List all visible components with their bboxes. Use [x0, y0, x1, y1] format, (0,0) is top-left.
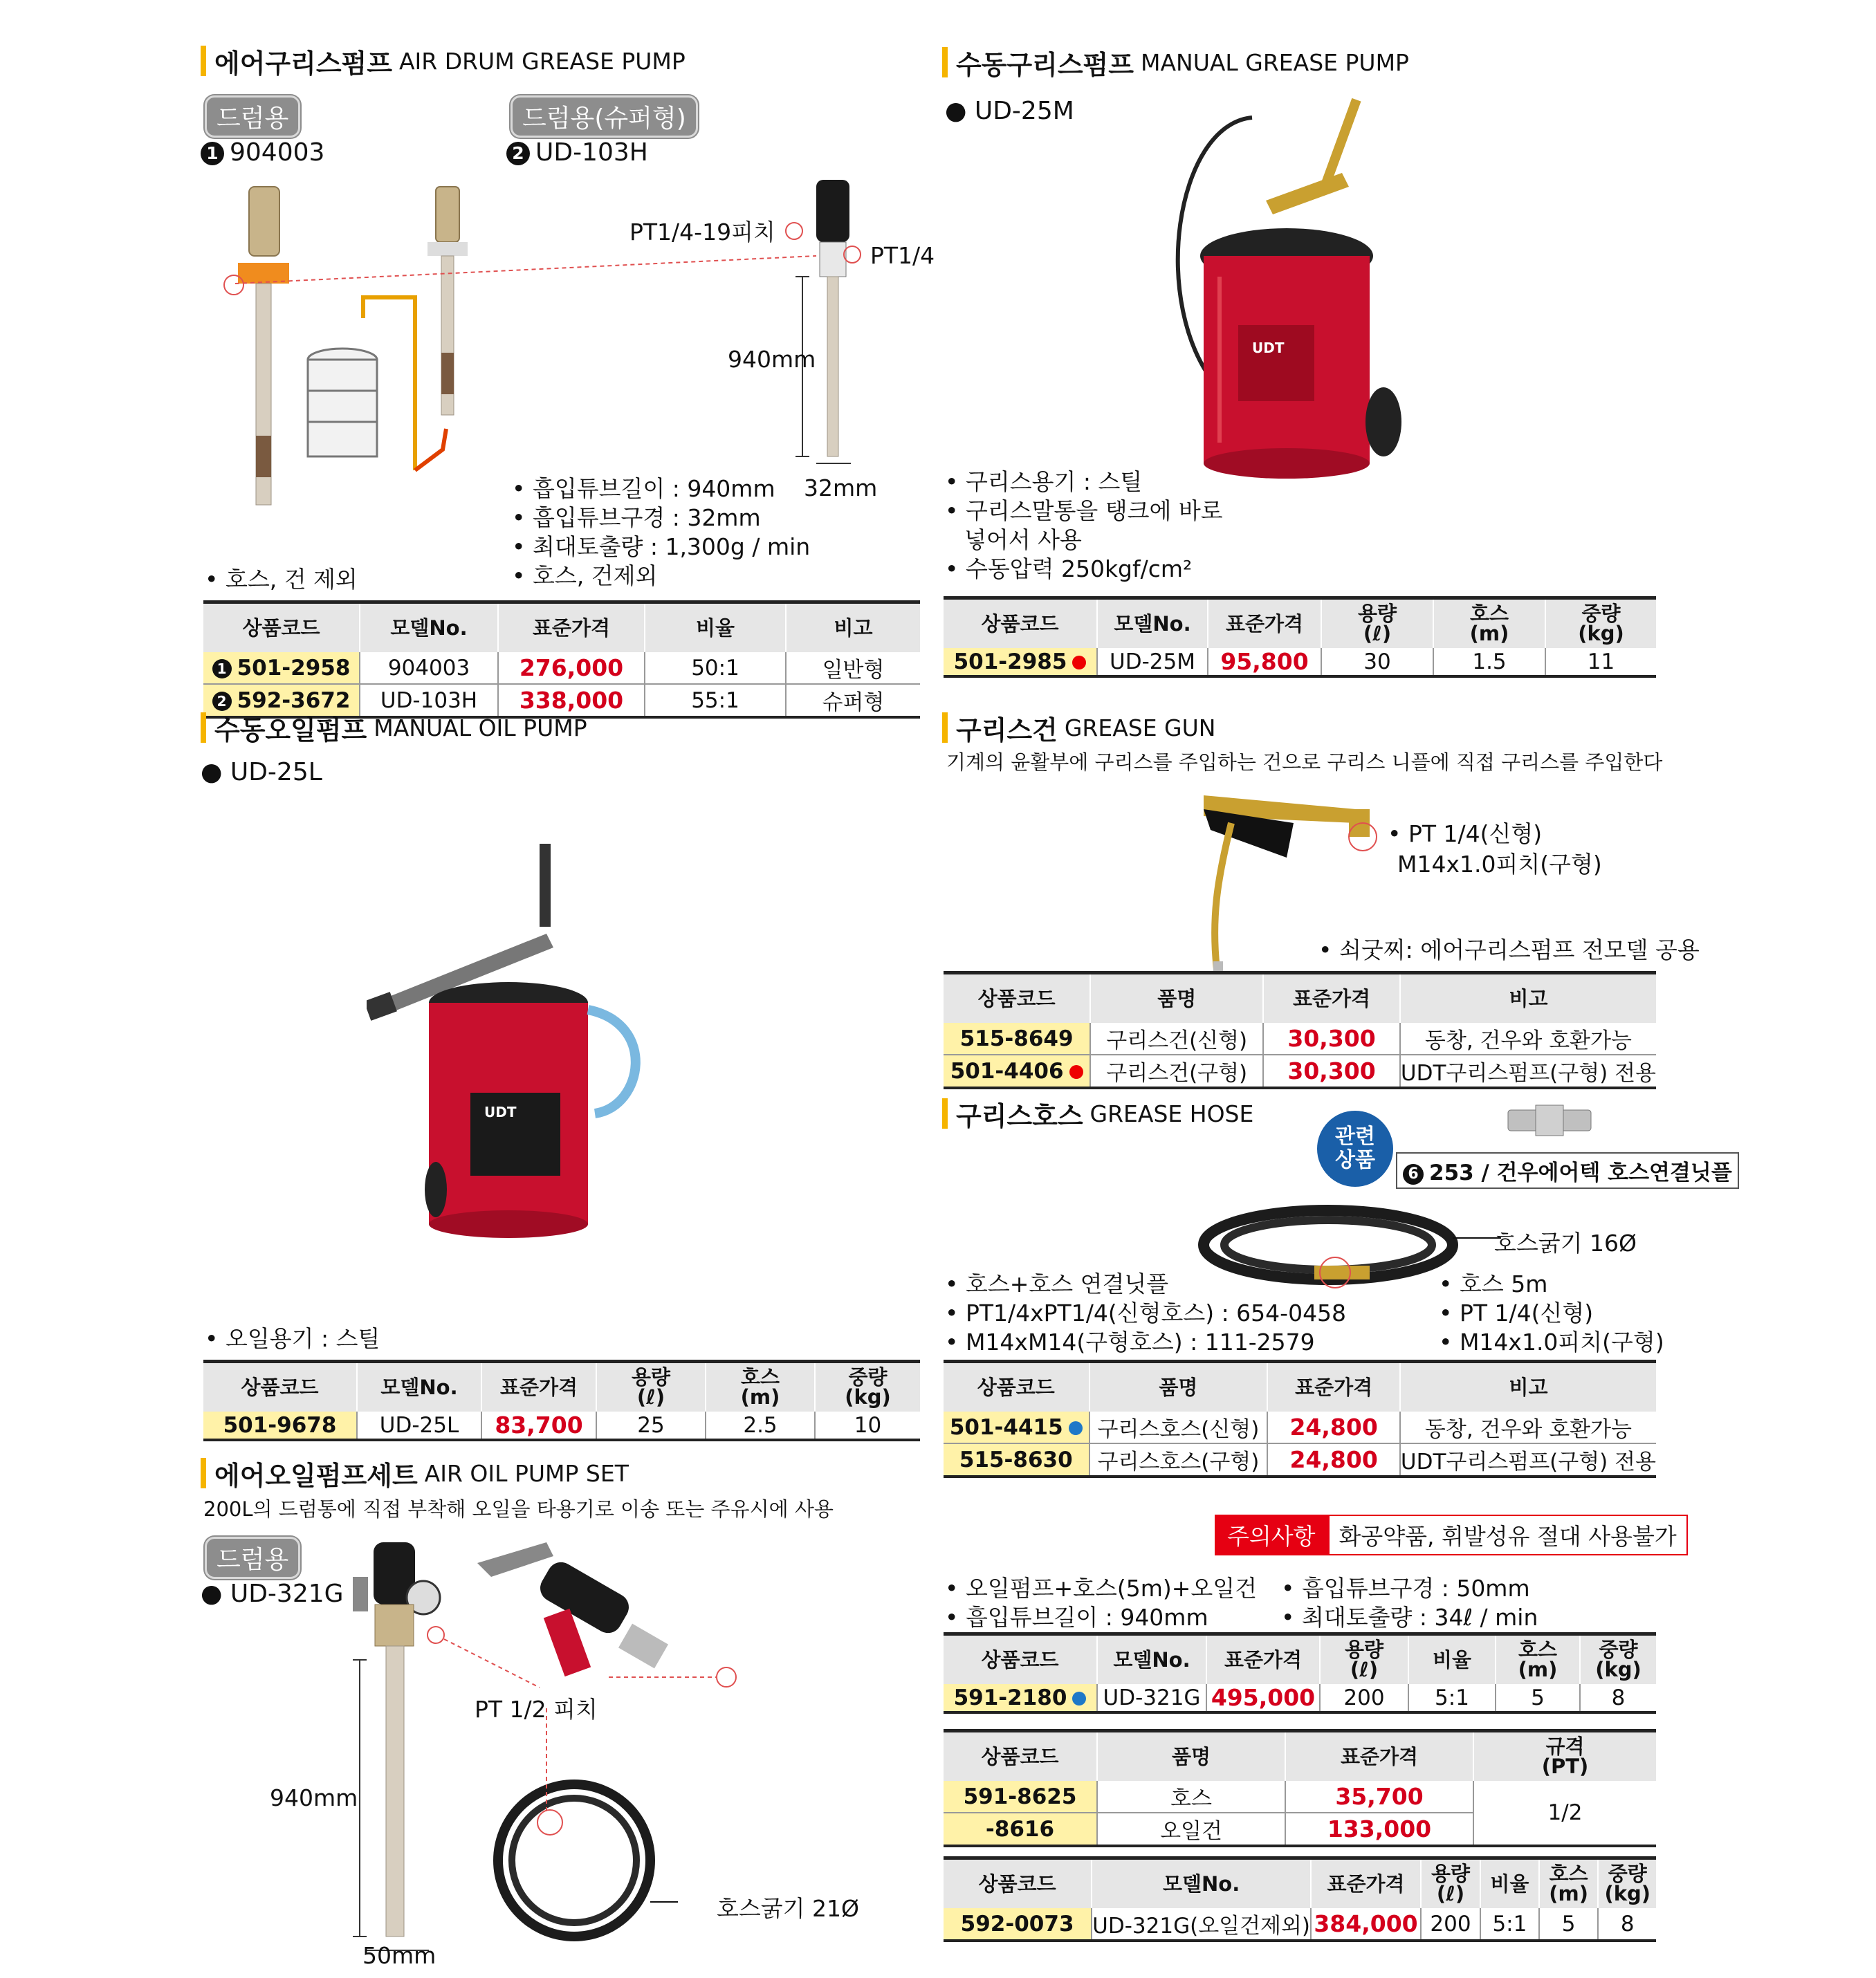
model-cell: 904003 — [360, 652, 498, 684]
name-cell: 호스 — [1097, 1781, 1285, 1813]
header-cell: 용량 (ℓ) — [596, 1362, 706, 1412]
table-row — [203, 1412, 920, 1440]
ratio-cell: 5:1 — [1408, 1684, 1496, 1712]
label-diameter: 50mm — [362, 1942, 436, 1969]
table-row — [944, 1023, 1656, 1055]
title-bar — [201, 1458, 206, 1488]
header-cell: 상품코드 — [203, 602, 360, 653]
air-oil-specs-right — [1281, 1574, 1538, 1632]
num-2-icon: 2 — [506, 142, 530, 165]
num-6-icon: 6 — [1403, 1164, 1424, 1185]
header-cell: 중량 (kg) — [1545, 598, 1656, 649]
header-cell: 품명 — [1089, 1362, 1268, 1412]
header-cell: 상품코드 — [944, 1731, 1097, 1782]
spec-line: • PT1/4xPT1/4(신형호스) : 654-0458 — [945, 1300, 1347, 1327]
price-cell: 24,800 — [1267, 1412, 1400, 1443]
code-text: 501-4406 — [950, 1058, 1064, 1084]
title-kr: 구리스건 — [956, 714, 1058, 746]
spec-line: • M14x1.0피치(구형) — [1439, 1329, 1664, 1356]
spec-line: • 오일펌프+호스(5m)+오일건 — [945, 1575, 1258, 1602]
header-cell: 규격 (PT) — [1473, 1731, 1656, 1782]
name-cell: 구리스건(신형) — [1090, 1023, 1263, 1055]
title-kr: 수동오일펌프 — [214, 714, 367, 746]
spec-line: 넣어서 사용 — [964, 526, 1082, 553]
title-kr: 구리스호스 — [956, 1100, 1083, 1131]
price-cell: 35,700 — [1285, 1781, 1473, 1813]
header-cell: 표준가격 — [498, 602, 645, 653]
header-cell: 용량 (ℓ) — [1421, 1858, 1480, 1909]
header-cell: 비율 — [1480, 1858, 1539, 1909]
model-cell: UD-25L — [357, 1412, 481, 1440]
table-row — [944, 1412, 1656, 1443]
header-cell: 모델No. — [360, 602, 498, 653]
header-cell: 상품코드 — [944, 598, 1097, 649]
air-oil-table-1 — [944, 1632, 1656, 1714]
header-cell: 중량 (kg) — [1580, 1634, 1656, 1685]
label-length: 940mm — [270, 1784, 358, 1811]
blue-dot-icon — [1072, 1692, 1086, 1706]
section-title-air-drum — [201, 44, 686, 77]
spec-line: • 구리스말통을 탱크에 바로 — [945, 497, 1223, 524]
related-text: 253 / 건우에어텍 호스연결닛플 — [1429, 1161, 1732, 1185]
spec-line: • 호스 5m — [1439, 1270, 1548, 1297]
ratio-cell: 5:1 — [1480, 1908, 1539, 1941]
code-cell — [944, 1412, 1089, 1443]
spec-line: • 최대토출량 : 34ℓ / min — [1281, 1604, 1538, 1631]
model-cell: UD-25M — [1097, 648, 1208, 676]
weight-cell: 10 — [815, 1412, 920, 1440]
section-title-grease-gun — [942, 711, 1215, 744]
header-cell: 용량 (ℓ) — [1321, 598, 1433, 649]
grease-hose-left-specs — [945, 1270, 1346, 1357]
note-cell: UDT구리스펌프(구형) 전용 — [1400, 1443, 1656, 1477]
spec-cell: 1/2 — [1473, 1781, 1656, 1846]
code-cell — [944, 1684, 1097, 1712]
air-oil-table-2 — [944, 1729, 1656, 1847]
note-cell: 일반형 — [786, 652, 920, 684]
code-cell — [203, 652, 360, 684]
udt-logo: UDT — [1252, 340, 1285, 356]
ratio-cell: 55:1 — [645, 684, 786, 717]
spec-line: • 구리스용기 : 스틸 — [945, 468, 1143, 495]
table-row — [944, 648, 1656, 676]
oil-container-spec: • 오일용기 : 스틸 — [205, 1325, 380, 1352]
capacity-cell: 30 — [1321, 648, 1433, 676]
note-cell: 동창, 건우와 호환가능 — [1400, 1023, 1656, 1055]
related-product-badge: 관련 상품 — [1317, 1111, 1393, 1187]
blue-dot-icon — [1069, 1421, 1083, 1435]
title-en: GREASE HOSE — [1089, 1100, 1254, 1127]
header-cell: 용량 (ℓ) — [1320, 1634, 1408, 1685]
code-text: 501-2958 — [237, 655, 351, 681]
code-cell: -8616 — [944, 1813, 1097, 1846]
header-cell: 상품코드 — [944, 1362, 1089, 1412]
price-cell: 338,000 — [498, 684, 645, 717]
notice-text: 화공약품, 휘발성유 절대 사용불가 — [1328, 1515, 1688, 1555]
header-cell: 호스 (m) — [1539, 1858, 1599, 1909]
header-cell: 모델No. — [1097, 1634, 1206, 1685]
header-cell: 표준가격 — [481, 1362, 596, 1412]
code-cell — [944, 1055, 1090, 1088]
section-title-grease-hose — [942, 1097, 1253, 1130]
price-cell: 384,000 — [1311, 1908, 1421, 1941]
weight-cell: 8 — [1580, 1684, 1656, 1712]
title-bar — [942, 1098, 948, 1129]
header-cell: 표준가격 — [1285, 1731, 1473, 1782]
hose-cell: 2.5 — [706, 1412, 815, 1440]
notice-label: 주의사항 — [1215, 1515, 1328, 1555]
header-cell: 상품코드 — [203, 1362, 357, 1412]
spec-line: • 호스, 건제외 — [512, 562, 658, 589]
header-cell: 품명 — [1090, 973, 1263, 1024]
header-cell: 중량 (kg) — [1598, 1858, 1656, 1909]
price-cell: 95,800 — [1208, 648, 1321, 676]
spec-line: • 흡입튜브길이 : 940mm — [512, 475, 775, 502]
spec-line: • 최대토출량 : 1,300g / min — [512, 533, 811, 560]
manual-grease-specs — [945, 468, 1223, 584]
label-pt-half: PT 1/2 피치 — [475, 1696, 598, 1723]
section-title-manual-grease — [942, 46, 1409, 79]
note-cell: 슈퍼형 — [786, 684, 920, 717]
section-title-manual-oil — [201, 711, 587, 744]
tag-drum-super: 드럼용(슈퍼형) — [511, 95, 698, 138]
header-cell: 표준가격 — [1263, 973, 1400, 1024]
price-cell: 24,800 — [1267, 1443, 1400, 1477]
section-title-air-oil — [201, 1457, 629, 1490]
header-cell: 호스 (m) — [1433, 598, 1545, 649]
code-cell: 592-0073 — [944, 1908, 1092, 1941]
title-bar — [201, 46, 206, 76]
title-en: MANUAL OIL PUMP — [374, 714, 587, 741]
grease-hose-right-specs — [1439, 1270, 1664, 1357]
notice-box — [1215, 1515, 1688, 1555]
ratio-cell: 50:1 — [645, 652, 786, 684]
header-cell: 호스 (m) — [706, 1362, 815, 1412]
air-oil-specs-left — [945, 1574, 1257, 1632]
label-hose-dia: 호스굵기 21Ø — [717, 1895, 859, 1922]
air-oil-desc: 200L의 드럼통에 직접 부착해 오일을 타용기로 이송 또는 주유시에 사용 — [203, 1497, 834, 1521]
header-cell: 모델No. — [1092, 1858, 1311, 1909]
name-cell: 구리스호스(구형) — [1089, 1443, 1268, 1477]
red-dot-icon — [1072, 656, 1086, 669]
title-bar — [942, 712, 948, 743]
header-cell: 모델No. — [357, 1362, 481, 1412]
code-text: 501-4415 — [949, 1414, 1063, 1440]
spec-line: • PT 1/4(신형) — [1388, 820, 1543, 847]
price-cell: 276,000 — [498, 652, 645, 684]
table-row — [944, 1684, 1656, 1712]
spec-line: • M14xM14(구형호스) : 111-2579 — [945, 1329, 1315, 1356]
grease-gun-desc: 기계의 윤활부에 구리스를 주입하는 건으로 구리스 니플에 직접 구리스를 주입한다 — [946, 750, 1663, 774]
weight-cell: 8 — [1598, 1908, 1656, 1941]
header-cell: 호스 (m) — [1496, 1634, 1580, 1685]
spec-line: • 흡입튜브구경 : 50mm — [1281, 1575, 1530, 1602]
num-1-icon: 1 — [201, 142, 224, 165]
hose-cell: 5 — [1496, 1684, 1580, 1712]
price-cell: 133,000 — [1285, 1813, 1473, 1846]
spec-line: • 흡입튜브길이 : 940mm — [945, 1604, 1208, 1631]
model-ud25m: ● UD-25M — [945, 97, 1074, 125]
manual-grease-table — [944, 596, 1656, 678]
title-en: AIR DRUM GREASE PUMP — [398, 47, 686, 75]
related-product-box[interactable] — [1396, 1152, 1739, 1189]
title-bar — [201, 712, 206, 743]
udt-logo: UDT — [484, 1104, 517, 1120]
title-en: GREASE GUN — [1064, 714, 1216, 741]
table-row — [203, 652, 920, 684]
label-diameter: 32mm — [804, 474, 878, 501]
name-cell: 구리스호스(신형) — [1089, 1412, 1268, 1443]
model-ud321g: ● UD-321G — [201, 1580, 344, 1608]
price-cell: 83,700 — [481, 1412, 596, 1440]
title-en: AIR OIL PUMP SET — [424, 1459, 629, 1487]
manual-grease-pump-image — [1162, 97, 1425, 484]
model-label: UD-103H — [535, 138, 648, 167]
header-cell: 표준가격 — [1311, 1858, 1421, 1909]
header-cell: 표준가격 — [1208, 598, 1321, 649]
tag-drum: 드럼용 — [205, 95, 300, 138]
capacity-cell: 200 — [1320, 1684, 1408, 1712]
table-row — [944, 1908, 1656, 1941]
header-cell: 표준가격 — [1206, 1634, 1320, 1685]
code-text: 592-3672 — [237, 687, 351, 713]
header-cell: 상품코드 — [944, 1858, 1092, 1909]
title-kr: 수동구리스펌프 — [956, 49, 1134, 80]
label-pitch: PT1/4-19피치 — [629, 219, 775, 246]
air-oil-pump-image — [332, 1535, 761, 1964]
model-ud25l: ● UD-25L — [201, 758, 322, 786]
air-drum-pump-image — [208, 173, 968, 519]
label-length: 940mm — [728, 346, 816, 373]
grease-gun-specs — [1388, 819, 1602, 880]
spec-line: • PT 1/4(신형) — [1439, 1300, 1594, 1327]
air-drum-specs — [512, 474, 810, 591]
spec-line: • 흡입튜브구경 : 32mm — [512, 504, 761, 531]
header-cell: 중량 (kg) — [815, 1362, 920, 1412]
title-kr: 에어구리스펌프 — [214, 48, 392, 79]
note-hose-gun: • 호스, 건 제외 — [205, 566, 358, 593]
name-cell: 구리스건(구형) — [1090, 1055, 1263, 1088]
header-cell: 비고 — [1400, 1362, 1656, 1412]
weight-cell: 11 — [1545, 648, 1656, 676]
price-cell: 30,300 — [1263, 1055, 1400, 1088]
tag-drum: 드럼용 — [205, 1537, 300, 1579]
header-cell: 표준가격 — [1267, 1362, 1400, 1412]
spec-line: M14x1.0피치(구형) — [1397, 851, 1602, 878]
table-row — [944, 1443, 1656, 1477]
code-cell: 515-8649 — [944, 1023, 1090, 1055]
header-cell: 비율 — [645, 602, 786, 653]
code-text: 501-2985 — [953, 649, 1067, 674]
price-cell: 30,300 — [1263, 1023, 1400, 1055]
header-cell: 비고 — [1400, 973, 1656, 1024]
header-cell: 상품코드 — [944, 1634, 1097, 1685]
header-cell: 상품코드 — [944, 973, 1090, 1024]
title-kr: 에어오일펌프세트 — [214, 1460, 418, 1491]
red-dot-icon — [1069, 1065, 1083, 1079]
code-cell — [944, 648, 1097, 676]
label-hose-dia: 호스굵기 16Ø — [1494, 1230, 1637, 1257]
code-cell: 515-8630 — [944, 1443, 1089, 1477]
grease-gun-note: • 쇠굿찌: 에어구리스펌프 전모델 공용 — [1318, 936, 1700, 963]
title-en: MANUAL GREASE PUMP — [1140, 48, 1409, 76]
note-cell: 동창, 건우와 호환가능 — [1400, 1412, 1656, 1443]
grease-gun-table — [944, 971, 1656, 1089]
model-ud103h — [506, 138, 648, 167]
grease-hose-table — [944, 1360, 1656, 1478]
note-cell: UDT구리스펌프(구형) 전용 — [1400, 1055, 1656, 1088]
air-oil-table-3 — [944, 1856, 1656, 1942]
header-cell: 비율 — [1408, 1634, 1496, 1685]
title-bar — [942, 47, 948, 77]
spec-line: • 수동압력 250kgf/cm² — [945, 555, 1193, 582]
header-cell: 모델No. — [1097, 598, 1208, 649]
manual-oil-table — [203, 1360, 920, 1441]
name-cell: 오일건 — [1097, 1813, 1285, 1846]
manual-oil-pump-image — [367, 844, 671, 1259]
code-cell: 591-8625 — [944, 1781, 1097, 1813]
price-cell: 495,000 — [1206, 1684, 1320, 1712]
air-drum-table — [203, 600, 920, 719]
model-904003 — [201, 138, 324, 167]
code-text: 591-2180 — [953, 1685, 1067, 1710]
header-cell: 비고 — [786, 602, 920, 653]
label-pt: PT1/4 — [870, 242, 935, 269]
num-1-icon: 1 — [212, 659, 232, 678]
capacity-cell: 25 — [596, 1412, 706, 1440]
nipple-image — [1501, 1100, 1598, 1141]
num-2-icon: 2 — [212, 692, 232, 711]
code-cell: 501-9678 — [203, 1412, 357, 1440]
table-row — [944, 1055, 1656, 1088]
model-cell: UD-103H — [360, 684, 498, 717]
capacity-cell: 200 — [1421, 1908, 1480, 1941]
table-row — [944, 1781, 1656, 1813]
model-cell: UD-321G(오일건제외) — [1092, 1908, 1311, 1941]
spec-line: • 호스+호스 연결닛플 — [945, 1270, 1169, 1297]
model-cell: UD-321G — [1097, 1684, 1206, 1712]
hose-cell: 1.5 — [1433, 648, 1545, 676]
model-label: 904003 — [230, 138, 325, 167]
hose-cell: 5 — [1539, 1908, 1599, 1941]
header-cell: 품명 — [1097, 1731, 1285, 1782]
